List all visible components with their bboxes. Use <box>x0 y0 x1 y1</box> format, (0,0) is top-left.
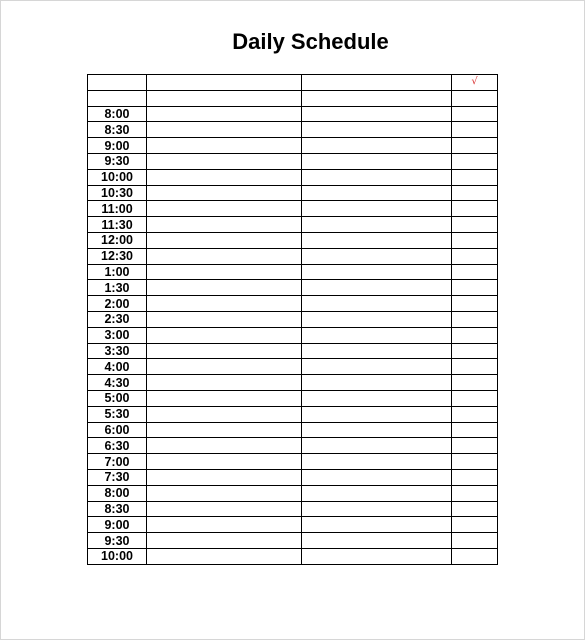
schedule-row <box>88 533 498 549</box>
check-cell[interactable] <box>452 517 498 533</box>
check-cell[interactable] <box>452 343 498 359</box>
schedule-row <box>88 454 498 470</box>
schedule-row <box>88 501 498 517</box>
time-label: 8:00 <box>88 485 147 501</box>
schedule-row <box>88 153 498 169</box>
check-cell[interactable] <box>452 153 498 169</box>
schedule-row <box>88 375 498 391</box>
check-cell[interactable] <box>452 406 498 422</box>
entry-cell[interactable] <box>147 122 302 138</box>
check-cell[interactable] <box>452 533 498 549</box>
check-cell[interactable] <box>452 390 498 406</box>
entry-cell[interactable] <box>147 248 302 264</box>
notes-cell[interactable] <box>302 533 452 549</box>
schedule-row <box>88 201 498 217</box>
schedule-row <box>88 359 498 375</box>
check-cell[interactable] <box>452 438 498 454</box>
time-label: 8:30 <box>88 122 147 138</box>
notes-cell[interactable] <box>302 343 452 359</box>
check-cell[interactable] <box>452 217 498 233</box>
schedule-row <box>88 296 498 312</box>
time-label: 5:30 <box>88 406 147 422</box>
time-label: 8:30 <box>88 501 147 517</box>
entry-cell[interactable] <box>147 185 302 201</box>
notes-cell[interactable] <box>302 106 452 122</box>
time-label: 8:00 <box>88 106 147 122</box>
notes-cell[interactable] <box>302 548 452 564</box>
schedule-row <box>88 343 498 359</box>
entry-cell[interactable] <box>147 327 302 343</box>
schedule-row <box>88 232 498 248</box>
schedule-row <box>88 406 498 422</box>
entry-cell[interactable] <box>147 548 302 564</box>
time-label: 11:30 <box>88 217 147 233</box>
notes-cell[interactable] <box>302 153 452 169</box>
time-label: 12:00 <box>88 232 147 248</box>
header-cell[interactable] <box>302 75 452 91</box>
entry-cell[interactable] <box>147 296 302 312</box>
time-label: 1:00 <box>88 264 147 280</box>
schedule-row <box>88 217 498 233</box>
schedule-row <box>88 248 498 264</box>
entry-cell[interactable] <box>147 390 302 406</box>
time-label: 2:30 <box>88 311 147 327</box>
notes-cell[interactable] <box>302 517 452 533</box>
check-cell[interactable] <box>452 201 498 217</box>
entry-cell[interactable] <box>147 153 302 169</box>
schedule-row <box>88 485 498 501</box>
schedule-row <box>88 311 498 327</box>
time-label: 4:00 <box>88 359 147 375</box>
entry-cell[interactable] <box>147 169 302 185</box>
time-label: 11:00 <box>88 201 147 217</box>
time-label: 1:30 <box>88 280 147 296</box>
schedule-table <box>87 74 498 565</box>
check-cell[interactable] <box>452 232 498 248</box>
time-label: 2:00 <box>88 296 147 312</box>
time-label: 5:00 <box>88 390 147 406</box>
notes-cell[interactable] <box>302 280 452 296</box>
schedule-row <box>88 122 498 138</box>
check-cell[interactable] <box>452 138 498 154</box>
schedule-table-body <box>88 75 498 565</box>
notes-cell[interactable] <box>302 327 452 343</box>
check-cell[interactable] <box>452 469 498 485</box>
notes-cell[interactable] <box>302 454 452 470</box>
schedule-row <box>88 169 498 185</box>
notes-cell[interactable] <box>302 232 452 248</box>
entry-cell[interactable] <box>147 422 302 438</box>
notes-cell[interactable] <box>302 201 452 217</box>
time-label: 9:30 <box>88 533 147 549</box>
check-cell[interactable] <box>452 122 498 138</box>
notes-cell[interactable] <box>302 311 452 327</box>
entry-cell[interactable] <box>147 469 302 485</box>
check-cell[interactable] <box>452 169 498 185</box>
time-label: 7:30 <box>88 469 147 485</box>
notes-cell[interactable] <box>302 501 452 517</box>
entry-cell[interactable] <box>147 359 302 375</box>
header-time-cell[interactable] <box>88 90 147 106</box>
entry-cell[interactable] <box>147 217 302 233</box>
schedule-row <box>88 438 498 454</box>
header-row <box>88 90 498 106</box>
entry-cell[interactable] <box>147 485 302 501</box>
check-cell[interactable] <box>452 311 498 327</box>
time-label: 10:30 <box>88 185 147 201</box>
notes-cell[interactable] <box>302 185 452 201</box>
schedule-row <box>88 264 498 280</box>
time-label: 9:30 <box>88 153 147 169</box>
notes-cell[interactable] <box>302 138 452 154</box>
schedule-row <box>88 138 498 154</box>
notes-cell[interactable] <box>302 469 452 485</box>
time-label: 10:00 <box>88 169 147 185</box>
notes-cell[interactable] <box>302 485 452 501</box>
header-row <box>88 75 498 91</box>
check-cell[interactable] <box>452 106 498 122</box>
notes-cell[interactable] <box>302 217 452 233</box>
check-cell[interactable] <box>452 548 498 564</box>
time-label: 9:00 <box>88 517 147 533</box>
check-cell[interactable] <box>452 375 498 391</box>
time-label: 9:00 <box>88 138 147 154</box>
schedule-row <box>88 517 498 533</box>
schedule-row <box>88 280 498 296</box>
time-label: 4:30 <box>88 375 147 391</box>
entry-cell[interactable] <box>147 201 302 217</box>
entry-cell[interactable] <box>147 533 302 549</box>
time-label: 3:00 <box>88 327 147 343</box>
entry-cell[interactable] <box>147 517 302 533</box>
page-title: Daily Schedule <box>232 29 389 54</box>
check-cell[interactable] <box>452 264 498 280</box>
notes-cell[interactable] <box>302 296 452 312</box>
header-time-cell[interactable] <box>88 75 147 91</box>
time-label: 3:30 <box>88 343 147 359</box>
schedule-row <box>88 327 498 343</box>
check-cell[interactable] <box>452 327 498 343</box>
entry-cell[interactable] <box>147 375 302 391</box>
entry-cell[interactable] <box>147 438 302 454</box>
notes-cell[interactable] <box>302 264 452 280</box>
schedule-row <box>88 185 498 201</box>
notes-cell[interactable] <box>302 438 452 454</box>
entry-cell[interactable] <box>147 343 302 359</box>
time-label: 12:30 <box>88 248 147 264</box>
time-label: 7:00 <box>88 454 147 470</box>
notes-cell[interactable] <box>302 406 452 422</box>
entry-cell[interactable] <box>147 501 302 517</box>
entry-cell[interactable] <box>147 406 302 422</box>
entry-cell[interactable] <box>147 138 302 154</box>
schedule-row <box>88 390 498 406</box>
check-cell[interactable] <box>452 454 498 470</box>
header-cell[interactable] <box>147 75 302 91</box>
entry-cell[interactable] <box>147 454 302 470</box>
entry-cell[interactable] <box>147 232 302 248</box>
notes-cell[interactable] <box>302 359 452 375</box>
check-cell[interactable] <box>452 280 498 296</box>
schedule-row <box>88 422 498 438</box>
header-cell[interactable] <box>147 90 302 106</box>
notes-cell[interactable] <box>302 169 452 185</box>
header-cell[interactable] <box>302 90 452 106</box>
check-cell[interactable] <box>452 485 498 501</box>
check-cell[interactable] <box>452 248 498 264</box>
check-mark-icon: √ <box>471 76 478 88</box>
header-check-cell[interactable] <box>452 90 498 106</box>
notes-cell[interactable] <box>302 422 452 438</box>
check-cell[interactable] <box>452 422 498 438</box>
time-label: 6:30 <box>88 438 147 454</box>
check-cell[interactable] <box>452 185 498 201</box>
time-label: 10:00 <box>88 548 147 564</box>
entry-cell[interactable] <box>147 280 302 296</box>
notes-cell[interactable] <box>302 248 452 264</box>
notes-cell[interactable] <box>302 122 452 138</box>
entry-cell[interactable] <box>147 264 302 280</box>
schedule-row <box>88 469 498 485</box>
entry-cell[interactable] <box>147 106 302 122</box>
notes-cell[interactable] <box>302 375 452 391</box>
header-check-cell[interactable] <box>452 75 498 91</box>
check-cell[interactable] <box>452 501 498 517</box>
schedule-row <box>88 106 498 122</box>
check-cell[interactable] <box>452 359 498 375</box>
time-label: 6:00 <box>88 422 147 438</box>
entry-cell[interactable] <box>147 311 302 327</box>
schedule-row <box>88 548 498 564</box>
check-cell[interactable] <box>452 296 498 312</box>
notes-cell[interactable] <box>302 390 452 406</box>
